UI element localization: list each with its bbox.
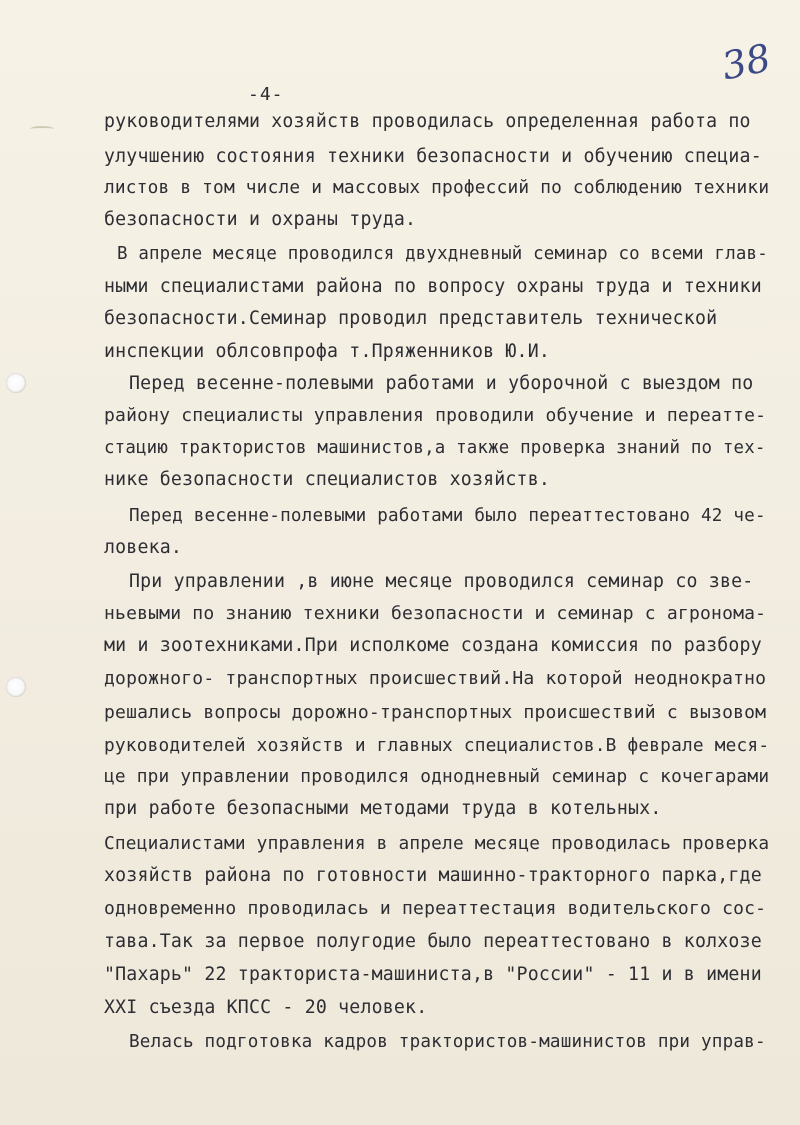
- text-line: улучшению состояния техники безопасности и обучению специа-: [104, 146, 762, 167]
- text-line: хозяйств района по готовности машинно-тракторного парка,где: [104, 865, 762, 886]
- margin-mark: [30, 126, 54, 132]
- text-line: району специалисты управления проводили обучение и переатте-: [104, 405, 767, 426]
- page-number: -4-: [248, 84, 284, 105]
- text-line: руководителей хозяйств и главных специалистов.В феврале меся-: [104, 735, 770, 756]
- text-line: инспекции облсовпрофа т.Пряженников Ю.И.: [104, 341, 550, 362]
- text-line: одновременно проводилась и переаттестация водительского сос-: [104, 898, 767, 919]
- text-line: Перед весенне-полевыми работами было переаттестовано 42 че-: [129, 506, 766, 526]
- text-line: Специалистами управления в апреле месяце проводилась проверка: [104, 833, 770, 854]
- text-line: В апреле месяце проводился двухдневный семинар со всеми глав-: [117, 244, 768, 264]
- text-line: тава.Так за первое полугодие было переаттестовано в колхозе: [104, 931, 762, 952]
- text-line: ми и зоотехниками.При исполкоме создана комиссия по разбору: [104, 635, 762, 656]
- text-line: Перед весенне-полевыми работами и уборочной с выездом по: [129, 373, 754, 394]
- text-line: ными специалистами района по вопросу охраны труда и техники: [104, 276, 762, 297]
- handwritten-archive-number: 38: [717, 35, 775, 89]
- text-line: стацию трактористов машинистов,а также проверка знаний по тех-: [104, 438, 766, 458]
- text-line: безопасности.Семинар проводил представитель технической: [104, 308, 718, 329]
- text-line: "Пахарь" 22 тракториста-машиниста,в "России" - 11 и в имени: [104, 964, 762, 985]
- text-line: це при управлении проводился однодневный семинар с кочегарами: [104, 766, 770, 787]
- text-line: ловека.: [104, 537, 183, 558]
- text-line: дорожного- транспортных происшествий.На которой неоднократно: [104, 668, 767, 689]
- text-line: безопасности и охраны труда.: [104, 209, 417, 230]
- text-line: руководителями хозяйств проводилась определенная работа по: [104, 111, 751, 132]
- text-line: при работе безопасными методами труда в котельных.: [104, 798, 662, 819]
- text-line: Велась подготовка кадров трактористов-машинистов при управ-: [129, 1032, 766, 1052]
- punch-hole-bottom: [6, 677, 26, 697]
- text-line: ньевыми по знанию техники безопасности и семинар с агронома-: [104, 603, 767, 624]
- text-line: нике безопасности специалистов хозяйств.: [104, 469, 550, 490]
- text-line: При управлении ,в июне месяце проводился семинар со зве-: [129, 571, 754, 592]
- text-line: решались вопросы дорожно-транспортных происшествий с вызовом: [104, 702, 767, 723]
- text-line: XXI съезда КПСС - 20 человек.: [104, 997, 428, 1018]
- text-line: листов в том числе и массовых профессий по соблюдению техники: [104, 177, 770, 198]
- punch-hole-top: [6, 373, 26, 393]
